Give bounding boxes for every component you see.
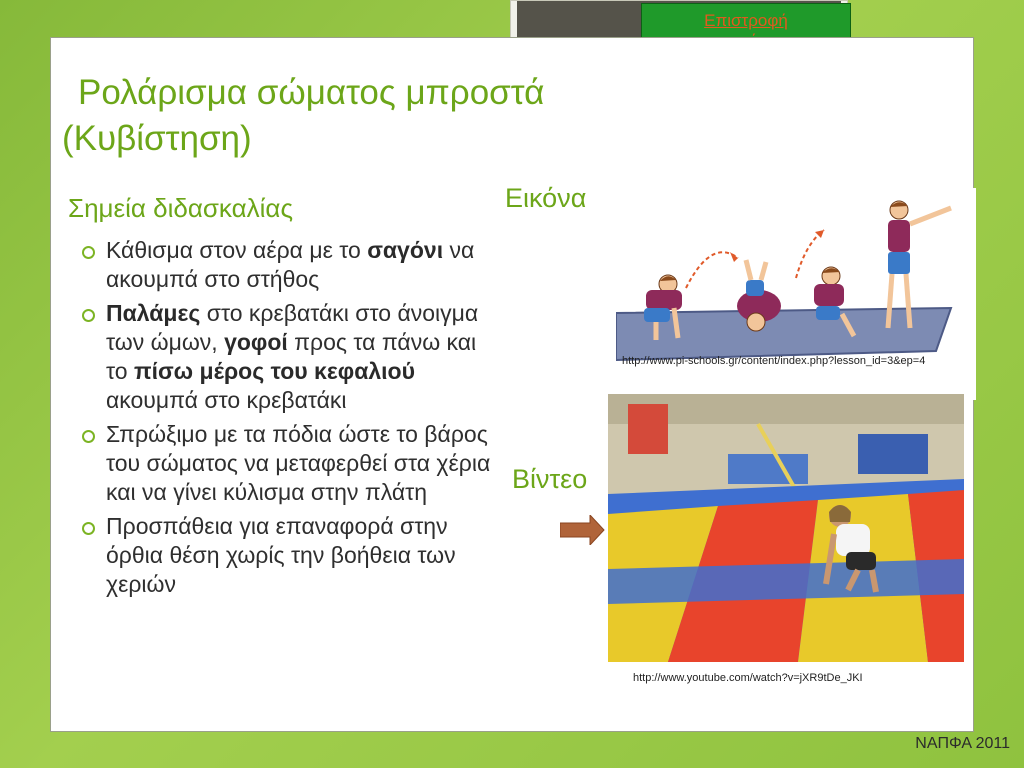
slide-title [62, 70, 544, 162]
bullet-text: στο κρεβατάκι στο άνοιγμα των ώμων, [106, 300, 479, 355]
bullet-text: Σπρώξιμο με τα πόδια ώστε το βάρος του σώματος να μεταφερθεί στα χέρια και να γίνει κύλισμα στην πλάτη [106, 421, 491, 505]
title-line2: (Κυβίστηση) [62, 119, 252, 158]
title-line1: Ρολάρισμα σώματος μπροστά [78, 73, 545, 112]
bullet-bold-text: Παλάμες [106, 300, 201, 326]
video-player[interactable] [608, 394, 964, 662]
bullet-bold-text: πίσω μέρος του κεφαλιού [133, 358, 415, 384]
bullet-text: Κάθισμα στον αέρα με το [106, 237, 368, 263]
circle-bullet-icon [82, 522, 95, 535]
bullet-text: ακουμπά στο κρεβατάκι [106, 387, 347, 413]
bullet-text: να ακουμπά στο στήθος [106, 237, 475, 292]
list-item [82, 236, 500, 294]
list-item [82, 512, 500, 599]
footer-text: ΝΑΠΦΑ 2011 [915, 735, 1010, 752]
back-button-line1: Επιστροφή [704, 10, 788, 30]
video-label: Βίντεο [512, 464, 588, 494]
list-item [82, 299, 500, 415]
video-source-link[interactable]: http://www.youtube.com/watch?v=jXR9tDe_JKI [633, 672, 863, 684]
image-source-link[interactable]: http://www.pi-schools.gr/content/index.php?lesson_id=3&ep=4 [622, 355, 926, 367]
right-arrow-icon [560, 515, 606, 545]
bullet-bold-text: γοφοί [224, 329, 288, 355]
bullet-text: προς τα πάνω και το [106, 329, 477, 384]
teaching-points-list [82, 236, 500, 604]
circle-bullet-icon [82, 246, 95, 259]
bullet-bold-text: σαγόνι [367, 237, 444, 263]
list-item [82, 420, 500, 507]
circle-bullet-icon [82, 430, 95, 443]
image-label: Εικόνα [505, 183, 587, 213]
teaching-points-heading: Σημεία διδασκαλίας [68, 193, 293, 223]
video-still [608, 394, 964, 662]
circle-bullet-icon [82, 309, 95, 322]
forward-roll-drawing [616, 188, 976, 400]
bullet-text: Προσπάθεια για επαναφορά στην όρθια θέση χωρίς την βοήθεια των χεριών [106, 513, 456, 597]
forward-roll-illustration [616, 188, 976, 400]
